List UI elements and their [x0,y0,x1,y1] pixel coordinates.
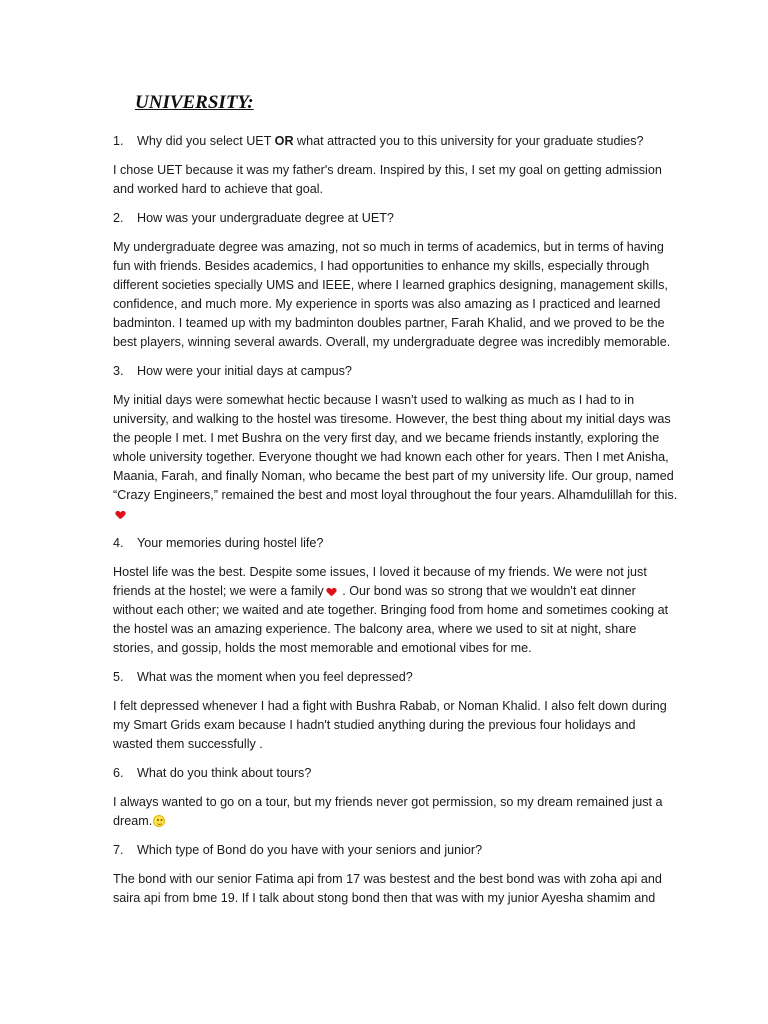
question-text [137,132,644,151]
answer-1: I chose UET because it was my father's dream. Inspired by this, I set my goal on getting admission and worked hard to achieve that goal. [113,163,662,196]
question-number: 7. [113,843,124,857]
answer-7: The bond with our senior Fatima api from 17 was bestest and the best bond was with zoha api and saira api from bme 19. If I talk about stong bond then that was with my junior Ayesha shamim and [113,872,662,905]
heart-icon [327,588,336,596]
question-number: 1. [113,134,124,148]
question-text: Which type of Bond do you have with your seniors and junior? [137,843,483,857]
question-text: How was your undergraduate degree at UET? [137,211,394,225]
question-number: 4. [113,536,124,550]
answer-text: I always wanted to go on a tour, but my friends never got permission, so my dream remained just a dream. [113,795,663,828]
question-2 [113,209,678,228]
question-text-end: what attracted you to this university for your graduate studies? [293,134,644,148]
answer-4 [113,563,678,658]
question-3 [113,362,678,381]
answer-text-end: . Our bond was so strong that we wouldn't eat dinner without each other; we waited and ate together. Bringing food from home and sometimes cooking at the hostel was an amazing experience. The balcony area, where we used to sit at night, share stories, and gossip, holds the most memorable and emotional vibes for me. [113,584,669,655]
question-number: 5. [113,670,124,684]
question-7 [113,841,678,860]
question-4 [113,534,678,553]
answer-text: My initial days were somewhat hectic because I wasn't used to walking as much as I had to in university, and walking to the hostel was tiresome. However, the best thing about my initial days was the people I met. I met Bushra on the very first day, and we became friends instantly, exploring the whole university together. Everyone thought we had known each other for years. Then I met Anisha, Maania, Farah, and finally Noman, who became the best part of my university life. Our group, named “Crazy Engineers,” remained the best and most loyal throughout the four years. Alhamdulillah for this. [113,393,678,502]
question-text: How were your initial days at campus? [137,364,352,378]
answer-5: I felt depressed whenever I had a fight with Bushra Rabab, or Noman Khalid. I also felt down during my Smart Grids exam because I hadn't studied anything during the previous four holidays and wasted them successfully . [113,699,667,751]
answer-text-start: Hostel life was the best. Despite some issues, I loved it because of my friends. We were not just friends at the hostel; we were a family [113,565,647,598]
question-number: 2. [113,211,124,225]
question-number: 6. [113,766,124,780]
smiley-icon [153,815,165,827]
answer-6 [113,793,678,831]
question-6 [113,764,678,783]
heart-icon [116,511,125,519]
question-bold-word: OR [274,134,294,148]
question-1 [113,132,678,151]
question-5 [113,668,678,687]
page-title: UNIVERSITY: [135,92,254,113]
question-text: Your memories during hostel life? [137,536,324,550]
answer-3 [113,391,678,524]
answer-2: My undergraduate degree was amazing, not so much in terms of academics, but in terms of having fun with friends. Besides academics, I had opportunities to enhance my skills, especially through different societies specially UMS and IEEE, where I learned graphics designing, management skills, confidence, and much more. My experience in sports was also amazing as I practiced and learned badminton. I teamed up with my badminton doubles partner, Farah Khalid, and we proved to be the best players, winning several awards. Overall, my undergraduate degree was incredibly memorable. [113,240,671,349]
question-text: What was the moment when you feel depressed? [137,670,413,684]
question-number: 3. [113,364,124,378]
question-text-start: Why did you select UET [137,134,275,148]
question-text: What do you think about tours? [137,766,312,780]
